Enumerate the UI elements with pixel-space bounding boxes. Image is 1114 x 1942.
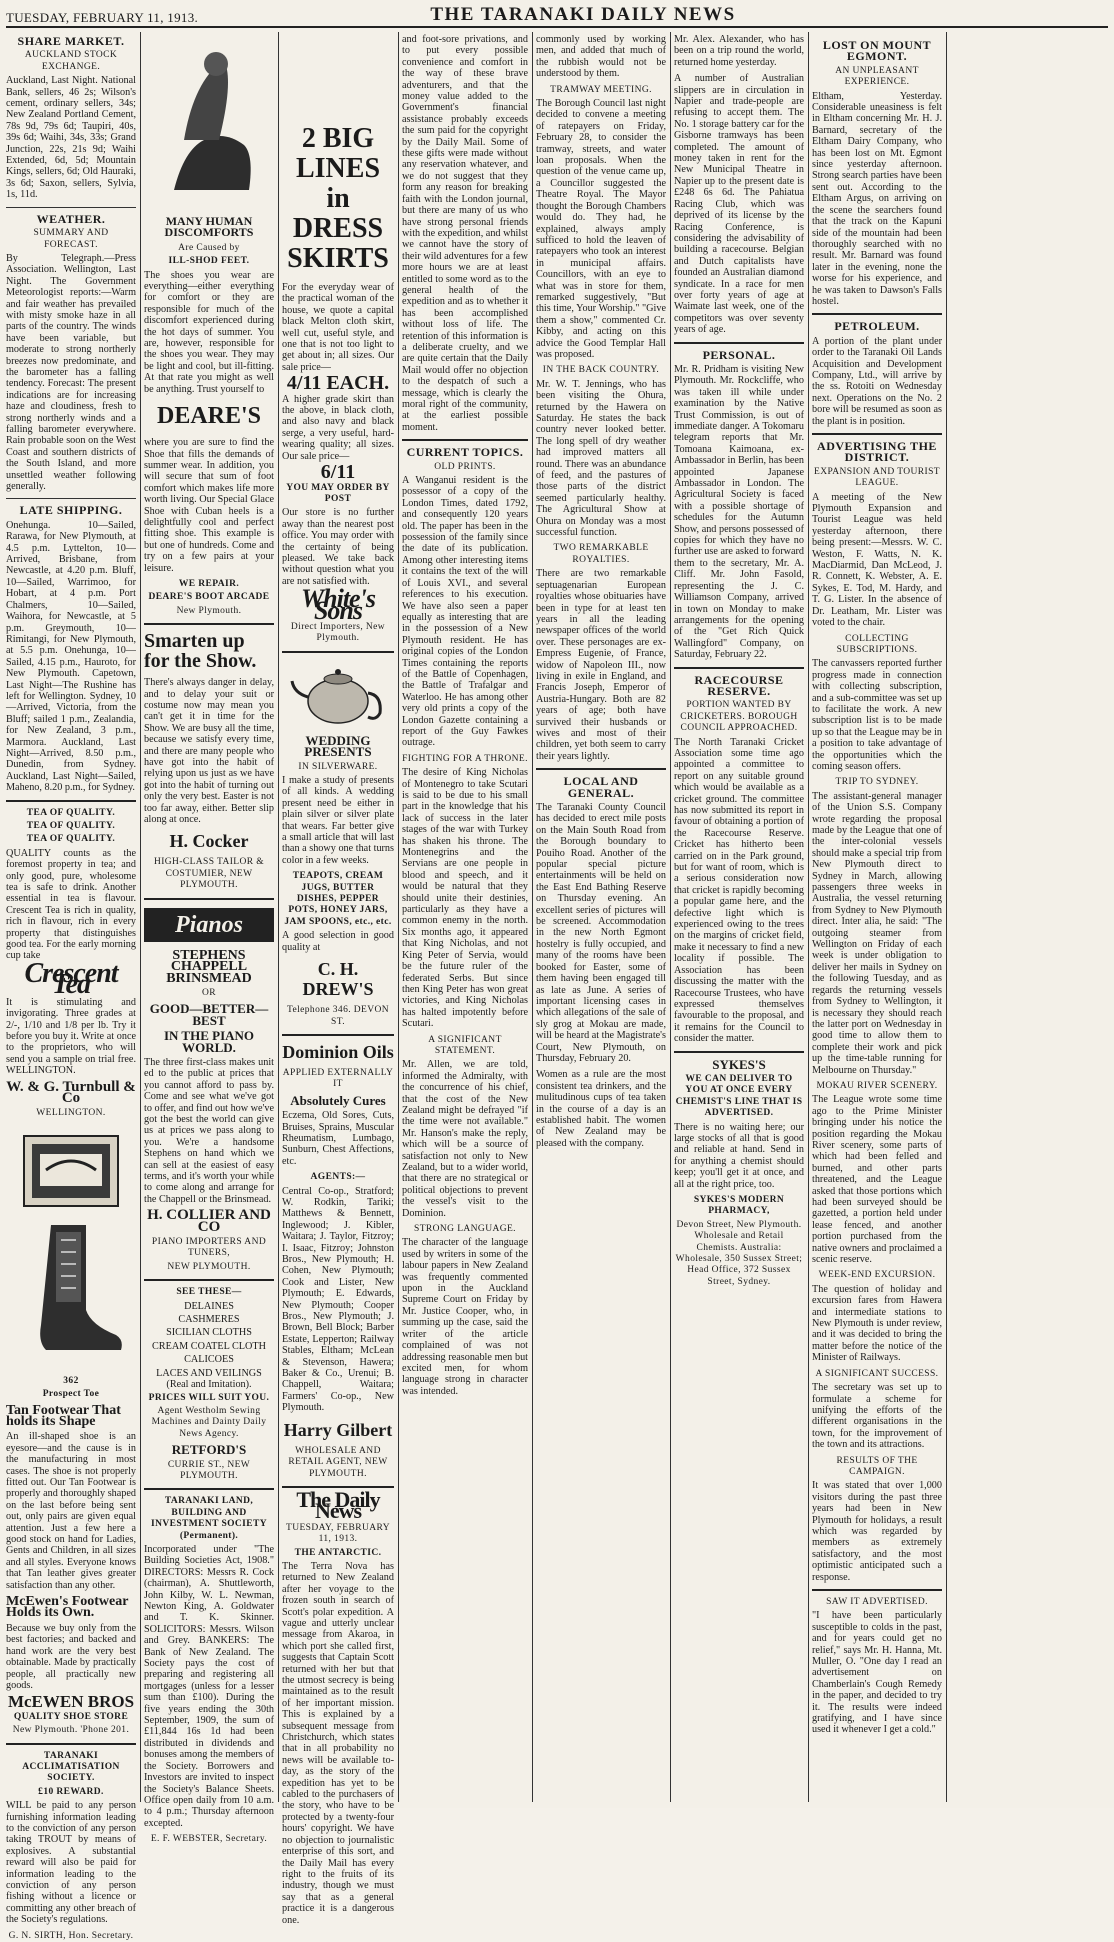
weather-heading: WEATHER. <box>36 211 106 226</box>
dominion-agents-list: Central Co-op., Stratford; W. Rodkin, Tariki; Matthews & Bennett, Inglewood; J. Kibler, Waitara; J. Taylor, Fitzroy; I. Isaac, Fitzroy; Johnston Bros., New Plymouth; H. Cohen, New Plymouth; Cook and Lister, New Plymouth; E. Edwards, New Plymouth; Cooper Bros., New Plymouth; J. Brown, Bell Block; Barber Estate, Lepperton; Railway Stables, Eltham; McLean & Stevenson, Hawera; Baker & Co., Urenui; B. Chappell, Waitara; Farmers' Co-op., New Plymouth. <box>282 1185 394 1414</box>
skirt-2-price: 6/11 <box>320 461 356 484</box>
mcewen-location: New Plymouth. 'Phone 201. <box>12 1725 130 1736</box>
piano-world: IN THE PIANO WORLD. <box>163 1028 255 1055</box>
tramway-heading: TRAMWAY MEETING. <box>550 84 652 95</box>
pianos-banner: Pianos <box>144 908 274 942</box>
column-6 <box>674 34 804 1802</box>
racecourse-subheading: PORTION WANTED BY CRICKETERS. BOROUGH COUNCIL APPROACHED. <box>680 700 798 734</box>
shoe-label: Prospect Toe <box>42 1389 100 1400</box>
tan-footwear-heading: Tan Footwear That holds its Shape <box>6 1402 121 1429</box>
wedding-subheading: IN SILVERWARE. <box>298 761 378 772</box>
share-exchange-subheading: AUCKLAND STOCK EXCHANGE. <box>24 50 118 72</box>
column-3 <box>282 34 394 1926</box>
whites-tagline: Direct Importers, New Plymouth. <box>290 621 386 644</box>
piano-makers: STEPHENS CHAPPELL BRINSMEAD <box>166 947 252 986</box>
acclimatisation-signature: G. N. SIRTH, Hon. Secretary. <box>8 1930 134 1941</box>
smarten-text: There's always danger in delay, and to delay your suit or costume now may mean you can't get it in time for the Show. We are busy all the time, because we satisfy every time, and there are many people who have got into the habit of relying upon us just as we have got into the habit of turning out only the very best. Easter is not too far away, either. Better slip along at once. <box>144 677 274 826</box>
antarctic-text: The Terra Nova has returned to New Zealand after her voyage to the frozen south in search of Scott's polar expedition. A vague and utterly unclear message from Akaroa, in which port she called first, suggests that Captain Scott returned with her but that the utmost secrecy is being maintained as to the result of her important mission. This is explained by a subsequent message from Christchurch, which states that in all probability no news will be available to-day, as the story of the expedition has yet to be cabled to the purchasers of the story, who have to be protected by a twenty-four hours' copyright. We have no objection to journalistic enterprise of this sort, and the Daily Mail has every right to the fruits of its industry, though we must say that as a general practice it is a dangerous one. <box>282 1560 394 1926</box>
personal-heading: PERSONAL. <box>702 347 776 362</box>
advertising-text: A meeting of the New Plymouth Expansion and Tourist League was held yesterday afternoon, there being present:—Messrs. W. C. Weston, F. Watts, N. K. MacDiarmid, Dan McLeod, J. R. Connett, K. Webster, A. E. Sykes, E. Tod, M. Hardy, and T. G. Lister. In the absence of Dr. Leatham, Mr. Lister was voted to the chair. <box>812 491 942 629</box>
crescent-tea-logo: Crescent Tea <box>24 957 118 1001</box>
land-society-text: Incorporated under "The Building Societies Act, 1908." DIRECTORS: Messrs R. Cock (chairman), A. Shuttleworth, John Kilby, W. L. Newman, Newton King, A. Goldwater and T. K. Skinner. SOLICITORS: Messrs. Wilson and Grey. BANKERS: The Bank of New Zealand. The Society pays the cost of preparing and registering all mortgages (unless for a lesser sum than £100). During the five years ending the 30th September, 1909, the sum of £11,844 16s 1d had been distributed in dividends and bonuses among the members of the Society. Borrowers and Investors are invited to inspect the Society's Balance Sheets. Office open daily from 10 a.m. to 4 p.m.; Thursday afternoon excepted. <box>144 1543 274 1829</box>
goods-prices: PRICES WILL SUIT YOU. <box>148 1392 270 1403</box>
lost-egmont-subheading: AN UNPLEASANT EXPERIENCE. <box>835 65 919 88</box>
local-general-text: The Taranaki County Council has decided to erect mile posts on the Main South Road from the Borough boundary to Pouiho Road. Another of the popular special picture entertainments will be held on the East End Bathing Reserve on Thursday evening. An excellent series of pictures will be screened. Accommodation in the new North Egmont hostelry is fully occupied, and many of the rooms have been booked for Easter, some of them having been engaged till as late as June. A series of important licensing cases in which allegations of the sale of sly grog at Mokau are made, will be heard at the Magistrate's Court, New Plymouth, on Thursday, February 20. <box>536 802 666 1064</box>
turnbull-name: W. & G. Turnbull & Co <box>6 1078 136 1106</box>
petroleum-heading: PETROLEUM. <box>834 319 920 334</box>
sykes-pharmacy: SYKES'S MODERN PHARMACY, <box>693 1195 785 1217</box>
acclimatisation-reward: £10 REWARD. <box>38 1786 104 1797</box>
tea-ad-text-2: It is stimulating and invigorating. Three grades at 2/-, 1/10 and 1/8 per lb. Try it before you buy it. Write at once to the proprietors, who will send you a sample on trial free. WELLINGTON. <box>6 996 136 1077</box>
acclimatisation-heading: TARANAKI ACCLIMATISATION SOCIETY. <box>22 1750 120 1784</box>
deares-name: DEARE'S <box>156 403 262 430</box>
deares-repair: WE REPAIR. <box>178 578 240 589</box>
column-rule <box>532 32 533 1802</box>
tea-quality-2: TEA OF QUALITY. <box>26 821 116 831</box>
wedding-text-2: A good selection in good quality at <box>282 930 394 953</box>
goods-item: SICILIAN CLOTHS <box>166 1327 252 1339</box>
goods-item: CASHMERES <box>178 1314 240 1326</box>
tea-packet-image <box>16 1126 126 1214</box>
dominion-oils-cures: Absolutely Cures <box>290 1092 386 1108</box>
land-society-signature: E. F. WEBSTER, Secretary. <box>150 1834 268 1845</box>
sykes-text: There is no waiting here; our large stocks of all that is good and reliable at hand. Send in for anything a chemist should keep; you'll get it at once, and all at the right price, too. <box>674 1121 804 1190</box>
mcewen-name: McEWEN BROS <box>7 1692 135 1712</box>
wedding-items: TEAPOTS, CREAM JUGS, BUTTER DISHES, PEPPER POTS, HONEY JARS, JAM SPOONS, etc., etc. <box>284 871 392 927</box>
goods-agent: Agent Westholm Sewing Machines and Dainty Daily News Agency. <box>151 1405 267 1439</box>
tan-footwear-text: An ill-shaped shoe is an eyesore—and the cause is in the manufacturing in most cases. The shoe is not properly fitted out. Our Tan Footwear is properly and thoroughly shaped on the last before being sent out, only pairs are given equal attention. Just a few here a good stock on hand for Ladies, Gents and Children, in all sizes and all styles. Everyone knows that Tan leather gives greater satisfaction than any other. <box>6 1431 136 1591</box>
lost-egmont-heading: LOST ON MOUNT EGMONT. <box>822 38 932 64</box>
mcewen-heading: McEwen's Footwear Holds its Own. <box>6 1594 129 1621</box>
weekend-text: The question of holiday and excursion fares from Hawera and intermediate stations to New Plymouth is under review, and it was decided to bring the matter before the notice of the Minister of Railways. <box>812 1283 942 1364</box>
piano-good-better-best: GOOD—BETTER—BEST <box>149 1001 269 1028</box>
drew-name: C. H. DREW'S <box>302 959 374 1000</box>
local-general-heading: LOCAL AND GENERAL. <box>563 774 639 800</box>
shoe-discomfort-illustration <box>154 40 264 210</box>
sydney-trip-text: The assistant-general manager of the Union S.S. Company wrote regarding the proposal made by the League that one of the inter-colonial vessels should make a special trip from New Plymouth direct to Sydney in March, allowing passengers three weeks in Australia, the vessel returning from Sydney to New Plymouth direct. Inter alia, he said: "The outgoing steamer from Wellington on Friday of each week is under obligation to deliver her mails in Sydney on the following Tuesday, and as regards the returning vessels from Sydney to Wellington, it is necessary they should reach the latter port on Wednesday in good time to allow them to complete their work and pick up the time-table running for Melbourne on Thursday." <box>812 790 942 1076</box>
racecourse-heading: RACECOURSE RESERVE. <box>694 672 784 698</box>
sykes-address: Devon Street, New Plymouth. Wholesale and Retail Chemists. Australia: Wholesale, 350 Sussex Street; Head Office, 372 Sussex Street, Sydney. <box>675 1219 803 1287</box>
editorial-date: TUESDAY, FEBRUARY 11, 1913. <box>286 1522 390 1545</box>
skirt-1-price: 4/11 EACH. <box>286 372 390 395</box>
whites-logo: White's Sons <box>301 584 375 625</box>
order-by-post-heading: YOU MAY ORDER BY POST <box>286 482 390 504</box>
tea-quality-1: TEA OF QUALITY. <box>26 807 116 818</box>
saw-advertised-text: "I have been particularly susceptible to colds in the past, and for years could get no relief," says Mr. H. Hanna, Mt. Muller, O. "One day I read an advertisement on Chamberlain's Cough Remedy in the paper, and decided to try it. The results were indeed gratifying, and I have since used it whenever I get a cold." <box>812 1610 942 1736</box>
share-market-heading: SHARE MARKET. <box>17 34 125 48</box>
piano-or: OR <box>202 987 216 998</box>
collier-name: H. COLLIER AND CO <box>147 1207 271 1235</box>
column-5 <box>536 34 666 1802</box>
general-notes: A number of Australian slippers are in circulation in Napier and trade-people are refusing to accept them. The No. 1 storage battery car for the Gisborne tramways has been completed. The amount of money taken in rent for the New Municipal Theatre in Napier up to the present date is £248 6s 6d. The Pahiatua Racing Club, which was deprived of its license by the Racing Conference, is considering the advisability of building a racecourse. Belgian and Dutch capitalists have founded an Australian diamond syndicate. In a race for men over forty years of age at Waimate last week, one of the competitors was over seventy years of age. <box>674 73 804 336</box>
goods-list <box>144 1301 274 1391</box>
sydney-trip-heading: TRIP TO SYDNEY. <box>835 777 919 788</box>
deares-city: New Plymouth. <box>176 605 242 616</box>
subscriptions-heading: COLLECTING SUBSCRIPTIONS. <box>836 633 918 655</box>
significant-success-text: The secretary was set up to formulate a scheme for unifying the efforts of the different organisations in the town, for the improvement of the town and its attractions. <box>812 1382 942 1451</box>
discomforts-sub: Are Caused by <box>178 242 240 253</box>
throne-text: The desire of King Nicholas of Montenegro to take Scutari is said to be due to his small part in the knowledge that his lack of success in the later stages of the war with Turkey has shaken his throne. The Montenegrins and the Servians are one people in blood and speech, and it would be natural that they should unite their destinies, particularly as they have a common enemy in the north. Six months ago, it appeared that King Nicholas, and not King Peter of Servia, would be the future ruler of the federated Serbs. But since then King Peter has won great victories, and King Nicholas has halted impotently before Scutari. <box>402 767 528 1030</box>
old-prints-text: A Wanganui resident is the possessor of a copy of the London Times, dated 1792, and consequently 120 years old. The paper has been in the possession of the family since the date of its publication. Among other interesting items it contains the text of the will of Louis XVI., and several references to his execution. We have also seen a paper equally as interesting that are in the possession of a New Plymouth resident. He has original copies of the London Times containing the reports of the Battle of Copenhagen, the Battle of Trafalgar and Waterloo. He has among other very old prints a copy of the London Gazette containing a report of the Guy Fawkes outrage. <box>402 475 528 749</box>
gilbert-name: Harry Gilbert <box>283 1419 393 1440</box>
significant-statement-heading: A SIGNIFICANT STATEMENT. <box>428 1034 502 1056</box>
subscriptions-text: The canvassers reported further progress made in connection with collecting subscription, and a sub-committee was set up to facilitate the work. A new subscription list is to be made up so that the League may be in a position to take advantage of the opportunities which the coming season offers. <box>812 658 942 772</box>
land-society-heading: TARANAKI LAND, BUILDING AND INVESTMENT SOCIETY (Permanent). <box>150 1496 268 1541</box>
tea-quality-3: TEA OF QUALITY. <box>26 834 116 845</box>
cocker-trade: HIGH-CLASS TAILOR & COSTUMIER, NEW PLYMOUTH. <box>153 857 265 891</box>
share-market-text: Auckland, Last Night. National Bank, sellers, 46 2s; Wilson's cement, ordinary sellers, 34s; New Zealand Portland Cement, 78s 9d, 79s 6d; Taupiri, 40s, 39s 6d; Waihi, 34s, 33s; Grand Junction, 22s, 21s 9d; Waihi Extended, 6d, 5d; Mountain Kings, sellers, 6d; Old Hauraki, 3s 6d; Saxon, sellers, Sylvia, 1s, 11d. <box>6 75 136 201</box>
shoe-number: 362 <box>63 1375 79 1386</box>
sykes-heading: SYKES'S <box>712 1056 766 1072</box>
piano-text: The three first-class makes unit ed to the public at prices that you cannot afford to pass by. Come and see what we've got to offer, and find out how we've got the best the world can give us at prices we pass along to you. We're a handsome Stephens on hand which we can sell at the easiest of easy terms, and it's worth your while to come along and arrange for the Chappell or the Brinsmead. <box>144 1056 274 1205</box>
language-continued: commonly used by working men, and added that much of the rubbish would not be understood by them. <box>536 34 666 80</box>
discomforts-heading: MANY HUMAN DISCOMFORTS <box>164 214 254 240</box>
dominion-oils-sub: APPLIED EXTERNALLY IT <box>282 1067 394 1090</box>
shipping-heading: LATE SHIPPING. <box>19 503 123 518</box>
column-7 <box>812 34 942 1802</box>
column-rule <box>278 32 279 1802</box>
retford-location: CURRIE ST., NEW PLYMOUTH. <box>167 1459 251 1481</box>
significant-success-heading: A SIGNIFICANT SUCCESS. <box>815 1368 939 1379</box>
mokau-heading: MOKAU RIVER SCENERY. <box>816 1080 938 1091</box>
column-rule <box>946 32 947 1802</box>
strong-language-heading: STRONG LANGUAGE. <box>414 1224 516 1235</box>
goods-item: CREAM COATEL CLOTH <box>152 1340 266 1352</box>
boot-illustration <box>16 1220 126 1370</box>
campaign-text: It was stated that over 1,000 visitors during the past three years had been in New Plymouth for holidays, a result which was regarded by members as extremely satisfactory, and the most optimistic anticipated such a response. <box>812 1480 942 1583</box>
dress-skirts-heading: 2 BIG LINES in DRESS SKIRTS <box>287 123 389 274</box>
column-rule <box>398 32 399 1802</box>
smarten-heading: Smarten up for the Show. <box>144 630 257 673</box>
newspaper-title: THE TARANAKI DAILY NEWS <box>430 4 736 25</box>
advertising-subheading: EXPANSION AND TOURIST LEAGUE. <box>814 466 940 489</box>
royalties-heading: TWO REMARKABLE ROYALTIES. <box>553 543 649 565</box>
dominion-agents-heading: AGENTS:— <box>310 1172 366 1183</box>
teapot-illustration <box>288 659 388 729</box>
daily-news-logo: The Daily News <box>296 1486 380 1524</box>
wedding-text: I make a study of presents of all kinds. A wedding present need be either in plain silver or silver plate that wears. Far better give a small article that will last than a showy one that turns color in a few weeks. <box>282 775 394 866</box>
order-by-post-text: Our store is no further away than the nearest post office. You may order with the certainty of being pleased. We take back without question what you are not satisfied with. <box>282 507 394 587</box>
antarctic-heading: THE ANTARCTIC. <box>294 1547 382 1558</box>
column-rule <box>808 32 809 1802</box>
retford-name: RETFORD'S <box>171 1442 247 1458</box>
campaign-heading: RESULTS OF THE CAMPAIGN. <box>836 1455 918 1477</box>
discomforts-text: The shoes you wear are everything—either everything for comfort or they are responsible for much of the discomfort experienced during the hot days of summer. You are, however, responsible for the shoes you wear. They may be light and cool, but ill-fitting. At that rate you might as well be anything. Trust yourself to <box>144 269 274 395</box>
strong-language-text: The character of the language used by writers in some of the labour papers in New Zealand was frequently commented upon in the Auckland Supreme Court on Friday by Mr. Justice Cooper, who, in summing up the case, said the writer of the article complained of was not addressing reasonable men but excited men, for whom language strong in character was intended. <box>402 1237 528 1397</box>
collier-trade: PIANO IMPORTERS AND TUNERS, <box>151 1237 267 1259</box>
issue-date: TUESDAY, FEBRUARY 11, 1913. <box>6 10 199 25</box>
weather-text: By Telegraph.—Press Association. Wellington, Last Night. The Government Meteorologist reports:—Warm and fair weather has prevailed with misty smoke haze in all parts of the country. The winds have been variable, but moderate to strong northerly breezes now predominate, and the barometer has a falling tendency. Forecast: The present indications are for increasing haze and cloudiness, fresh to strong northerly winds and a falling barometer everywhere. Rain probable soon on the West Coast and southern districts of the South Island, and more unsettled weather following generally. <box>6 252 136 493</box>
goods-item: CALICOES <box>184 1354 234 1366</box>
mcewen-text: Because we buy only from the best factories; and backed and hand work are the very best obtainable. Made by practically people, all practically new goods. <box>6 1622 136 1691</box>
column-2 <box>144 34 274 1845</box>
shipping-text: Onehunga. 10—Sailed, Rarawa, for New Plymouth, at 4.5 p.m. Lyttelton, 10—Arrived, Brisbane, from Newcastle, at 4.20 p.m. Bluff, 10—Sailed, Warrimoo, for Hobart, at 4 p.m. Port Chalmers, 10—Sailed, Waihora, for Newcastle, at 5 p.m. Greymouth, 10—Rimitangi, for New Plymouth, at 5.5 p.m. Onehunga, 10—Sailed, 4.15 p.m., Hauroto, for New Plymouth. Capetown, Last Night—The Rushine has left for Wellington. Sydney, 10—Arrived, Victoria, from the Bluff; sailed 1 p.m., Zealandia, for New Zealand, 3 p.m., Marmora. Auckland, Last Night—Arrived, 8.50 p.m., Dunedin, from Sydney. Auckland, Last Night—Sailed, Maheno, 8.20 p.m., for Sydney. <box>6 519 136 794</box>
racecourse-text: The North Taranaki Cricket Association some time ago appointed a committee to report on any suitable ground which would be available as a cricket ground. The committee has now submitted its report in favour of obtaining a portion of the Racecourse Reserve. Cricket has hitherto been carried on in the Park ground, but for want of room, which is a serious consideration now that cricket is rapidly becoming a popular game here, and the defective light which is experienced owing to the trees on the margins of cricket field, make it necessary to find a new locality if possible. The Association has been discussing the matter with the Racecourse Trustees, who have expressed themselves favourable to the proposal, and it remains for the Council to consider the matter. <box>674 736 804 1045</box>
old-prints-heading: OLD PRINTS. <box>434 461 496 472</box>
dominion-oils-text: Eczema, Old Sores, Cuts, Bruises, Sprains, Muscular Rheumatism, Lumbago, Sunburn, Chest Affections, etc. <box>282 1110 394 1167</box>
acclimatisation-text: WILL be paid to any person furnishing information leading to the conviction of any person taking TROUT by means of explosives. A substantial reward will also be paid for information leading to the conviction of any person fishing without a licence or committing any other breach of the Society's regulations. <box>6 1800 136 1926</box>
petroleum-text: A portion of the plant under order to the Taranaki Oil Lands Acquisition and Development Company, Ltd., will arrive by the ss. Rotoiti on Wednesday next. Operations on the No. 2 bore will be resumed as soon as the plant is in position. <box>812 335 942 427</box>
current-topics-heading: CURRENT TOPICS. <box>406 445 524 460</box>
antarctic-continued: and foot-sore privations, and to put every possible convenience and comfort in the way of these brave adventurers, and that the money value added to the Government's financial assistance probably exceeds the sum paid for the copyright by the Daily Mail. Some of these gifts were made without any reservation whatever, and we do not suggest that they form any reason for breaking faith with the London journal, but there are many of us who have strong personal friends with the expedition, and whilst we cannot have the story of their wild adventures for a few more hours we are at least entitled to some word as to the general health of the expedition and as to whether it has been accomplished without loss of life. The retention of this information is a deliberate cruelty, and we are quite certain that the Daily Mail would offer no objection to the despatch of such a message, which is clearly the moral right of the community, at the earliest possible moment. <box>402 34 528 433</box>
turnbull-city: WELLINGTON. <box>36 1108 106 1119</box>
skirt-1-text: For the everyday wear of the practical woman of the house, we quote a capital black Melton cloth skirt, well cut, useful style, and one that is not too light to get about in; all sizes. Our sale price— <box>282 282 394 373</box>
cocker-name: H. Cocker <box>169 831 249 852</box>
discomforts-sub-2: ILL-SHOD FEET. <box>168 256 250 267</box>
gilbert-trade: WHOLESALE AND RETAIL AGENT, NEW PLYMOUTH. <box>288 1445 388 1479</box>
skirt-2-text: A higher grade skirt than the above, in black cloth, and also navy and black serge, a very useful, hard-wearing quality; all sizes. Our sale price— <box>282 393 394 462</box>
mokau-text: The League wrote some time ago to the Prime Minister bringing under his notice the position regarding the Mokau River scenery, some parts of which had been felled and burned, and other parts threatened, and the League asked that those portions which had been surveyed should be gazetted, a portion held under lease fenced, and another portion purchased from the native owners and proclaimed a scenic reserve. <box>812 1094 942 1266</box>
sykes-deliver: WE CAN DELIVER TO YOU AT ONCE EVERY CHEMIST'S LINE THAT IS ADVERTISED. <box>675 1073 803 1119</box>
saw-advertised-heading: SAW IT ADVERTISED. <box>826 1597 928 1607</box>
column-4 <box>402 34 528 1802</box>
weather-subheading: SUMMARY AND FORECAST. <box>33 228 109 250</box>
drew-location: Telephone 346. DEVON ST. <box>286 1005 390 1027</box>
significant-statement-text: Mr. Allen, we are told, informed the Admiralty, with the concurrence of his chief, that the cost of the New Zealand might be defrayed "if the time were not available." Mr. Hanson's make the reply, which will be a source of satisfaction not only to New Zealand, but to a wider world, that there are no strategical or political objections to prevent the vessel's visit to the Dominion. <box>402 1059 528 1219</box>
goods-heading: SEE THESE— <box>176 1287 242 1298</box>
alexander-note: Mr. Alex. Alexander, who has been on a trip round the world, returned home yesterday. <box>674 34 804 68</box>
personal-text: Mr. R. Pridham is visiting New Plymouth. Mr. Rockcliffe, who was taken ill while under examination by the Native Trust Commission, is out of immediate danger. A Tokomaru telegram reports that Mr. Tomoana Kaimoana, ex-Ambassador in Berlin, has been appointed Japanese Ambassador in London. The Agricultural Society is faced with a possible shortage of schedules for the Autumn Show, and persons possessed of copies for which they have no further use are asked to forward them to the secretary, Mr. A. Cliff. Mr. John Fasold, representing the J. C. Williamson Company, arrived in town on Monday to make arrangements for the opening of the "Get Rich Quick Wallingford" Company, on Saturday, February 22. <box>674 363 804 661</box>
masthead <box>6 4 1108 28</box>
collier-city: NEW PLYMOUTH. <box>167 1261 251 1272</box>
column-rule <box>670 32 671 1802</box>
back-country-text: Mr. W. T. Jennings, who has been visiting the Ohura, returned by the Hawera on Saturday. He states the back country never looked better. The long spell of dry weather had improved matters all round. There was an abundance of feed, and the pastures of those parts of the district seemed particularly healthy. The Agricultural Show at Ohura on Monday was a most successful function. <box>536 378 666 539</box>
throne-heading: FIGHTING FOR A THRONE. <box>402 753 528 764</box>
goods-item: DELAINES <box>184 1300 234 1312</box>
weekend-heading: WEEK-END EXCURSION. <box>818 1270 936 1281</box>
royalties-text: There are two remarkable septuagenarian European royalties whose obituaries have been in type for at least ten years in all the leading newspaper offices of the world over. These personages are ex-Empress Eugenie, of France, widow of Napoleon III., now living in exile in England, and Francis Joseph, Emperor of Austria-Hungary. Both are 82 years of age; both have survived their husbands or wives and most of their children, yet both seem to carry their years lightly. <box>536 568 666 762</box>
deares-text: where you are sure to find the Shoe that fills the demands of summer wear. In addition, you will secure that sum of foot comfort which makes life more worth living. Our Special Glace Shoe with Cuban heels is a delightfully cool and perfect fitting shoe. This example is but one of hundreds. Come and try on a few pairs at your leisure. <box>144 437 274 574</box>
lost-egmont-text: Eltham, Yesterday. Considerable uneasiness is felt in Eltham concerning Mr. H. J. Barnard, secretary of the Eltham Dairy Company, who has been lost on Mt. Egmont since yesterday afternoon. Strong search parties have been sent out. According to the Eltham Argus, on arriving on the scene the searchers found that the track on the Kapuni side of the mountain had been thoroughly searched with no result. Mr. Barnard was found later in the evening, none the worse for his experience, and he was taken to Dawson's Falls hostel. <box>812 90 942 307</box>
deares-arcade: DEARE'S BOOT ARCADE <box>148 592 270 603</box>
column-1 <box>6 34 136 1941</box>
tea-ad-text: QUALITY counts as the foremost property in tea; and only good, pure, wholesome tea is safe to drink. Another essential in tea is flavour. Crescent Tea is rich in quality, rich in flavour, rich in every property that distinguishes good tea. For the early morning cup take <box>6 847 136 962</box>
back-country-heading: IN THE BACK COUNTRY. <box>542 365 660 376</box>
wedding-heading: WEDDING PRESENTS <box>304 732 372 760</box>
goods-item: LACES AND VEILINGS (Real and Imitation). <box>156 1367 262 1391</box>
mcewen-tagline: QUALITY SHOE STORE <box>13 1711 129 1722</box>
dominion-oils-heading: Dominion Oils <box>282 1041 394 1062</box>
column-rule <box>140 32 141 1802</box>
tramway-text: The Borough Council last night decided to convene a meeting of ratepayers on Friday, February 28, to consider the tramway, streets, and water loan proposals. When the question of the venue came up, a Councillor suggested the Theatre Royal. The Mayor thought the Borough Chambers would do. They had, he explained, always amply sufficed to hold the leaven of ratepayers who took an interest in municipal affairs. Councillors, with an eye to what was in store for them, remarked suggestively, "But this time, Your Worship." "Give them a show," commented Cr. Kibby, and acting on this advice the Good Templar Hall was proposed. <box>536 98 666 360</box>
women-tea-text: Women as a rule are the most consistent tea drinkers, and the mulitudinous cups of tea taken in the course of a day is an established habit. The women of New Zealand may be pleased with the company. <box>536 1069 666 1149</box>
advertising-heading: ADVERTISING THE DISTRICT. <box>817 439 937 465</box>
